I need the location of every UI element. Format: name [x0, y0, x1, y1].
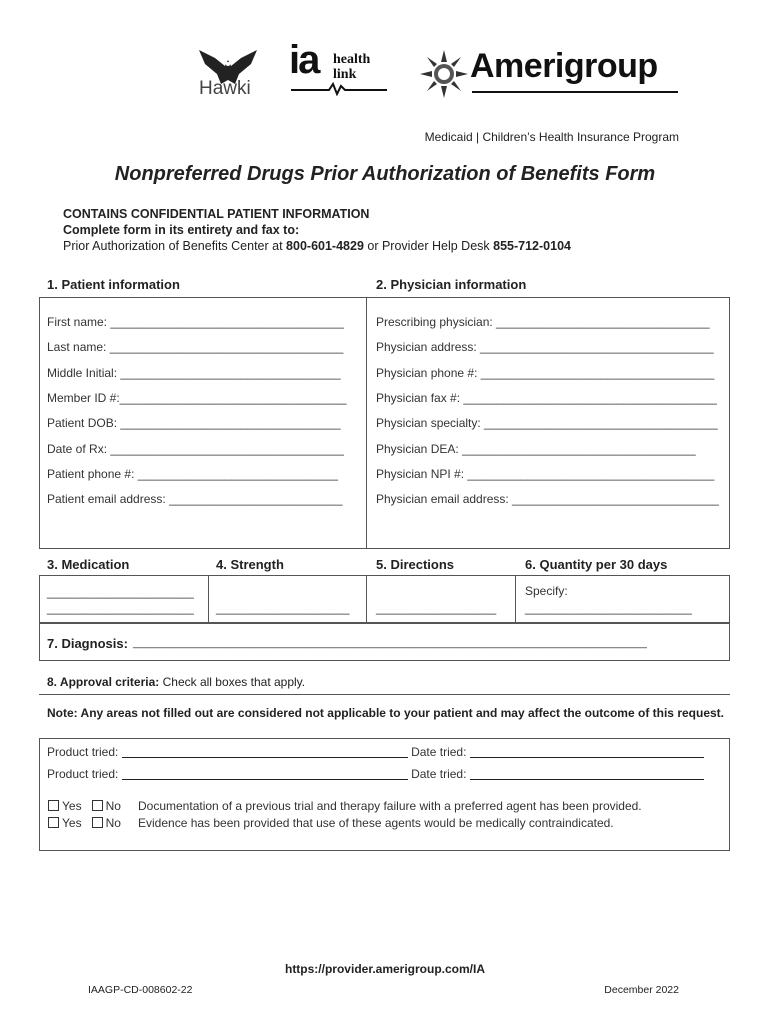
footer-code: IAAGP-CD-008602-22	[88, 984, 193, 996]
physician-field[interactable]: Physician DEA: ___________________________________	[376, 441, 696, 456]
footer-date: December 2022	[604, 984, 679, 996]
no-label: No	[105, 799, 121, 813]
section-medication-heading: 3. Medication	[47, 557, 130, 572]
check-item-2: Evidence has been provided that use of these agents would be medically contraindicated.	[138, 816, 614, 830]
date-tried-input[interactable]	[470, 768, 704, 780]
section-physician-heading: 2. Physician information	[376, 277, 527, 292]
physician-field[interactable]: Physician email address: _______________________________	[376, 492, 719, 507]
patient-field[interactable]: Date of Rx: ___________________________________	[47, 441, 344, 456]
med-divider-1	[208, 575, 209, 623]
date-tried-label: Date tried:	[411, 745, 467, 759]
specify-label: Specify:	[525, 584, 568, 598]
physician-field[interactable]: Physician fax #: ______________________________________	[376, 390, 717, 405]
note-text: Note: Any areas not filled out are considered not applicable to your patient and may affect the outcome of this request.	[47, 706, 724, 720]
program-subtitle: Medicaid | Children’s Health Insurance Program	[424, 130, 679, 144]
contact-text-a: Prior Authorization of Benefits Center at	[63, 239, 287, 253]
patient-field[interactable]: Patient email address: __________________________	[47, 492, 343, 507]
product-tried-row-1	[47, 745, 704, 759]
section-diagnosis-heading: 7. Diagnosis:	[47, 636, 128, 651]
product-tried-row-2	[47, 767, 704, 781]
strength-input[interactable]: ____________________	[216, 601, 350, 615]
form-title: Nonpreferred Drugs Prior Authorization of Benefits Form	[114, 163, 656, 185]
product-tried-input[interactable]	[122, 746, 408, 758]
physician-field[interactable]: Prescribing physician: ________________________________	[376, 315, 710, 329]
medication-input-2[interactable]: ______________________	[47, 601, 194, 615]
approval-instruction: Check all boxes that apply.	[159, 675, 306, 689]
product-tried-input[interactable]	[122, 768, 408, 780]
ia-wordmark: ia	[289, 38, 319, 82]
approval-heading	[47, 675, 305, 689]
hawki-wordmark: Hawki	[199, 78, 251, 99]
footer-url[interactable]: https://provider.amerigroup.com/IA	[284, 962, 486, 976]
patient-field[interactable]: Member ID #:__________________________________	[47, 390, 347, 405]
logo-bar	[0, 38, 770, 108]
contact-line	[63, 238, 571, 254]
section-patient-heading: 1. Patient information	[47, 277, 180, 292]
health-text: health	[333, 52, 371, 67]
diagnosis-input[interactable]: ____________________________________________________________________________________	[133, 637, 647, 649]
yes-checkbox[interactable]	[48, 800, 59, 811]
physician-field[interactable]: Physician specialty: ___________________________________	[376, 416, 718, 431]
health-link-wordmark	[333, 52, 370, 82]
yes-checkbox[interactable]	[48, 817, 59, 828]
physician-field[interactable]: Physician phone #: ___________________________________	[376, 365, 715, 380]
section-quantity-heading: 6. Quantity per 30 days	[525, 557, 668, 572]
intro-block	[63, 206, 571, 254]
approval-label: 8. Approval criteria:	[47, 675, 160, 689]
amerigroup-sunburst-icon	[418, 48, 470, 100]
contact-text-b: or Provider Help Desk	[363, 239, 494, 253]
link-text: link	[333, 67, 357, 82]
confidential-notice: CONTAINS CONFIDENTIAL PATIENT INFORMATION	[63, 207, 370, 221]
date-tried-label: Date tried:	[411, 767, 467, 781]
health-link-underline-icon	[289, 82, 389, 96]
yes-label: Yes	[62, 816, 82, 830]
approval-rule	[39, 694, 730, 695]
check-row-1	[48, 799, 121, 813]
product-tried-label: Product tried:	[47, 767, 119, 781]
section-strength-heading: 4. Strength	[216, 557, 284, 572]
no-checkbox[interactable]	[92, 817, 103, 828]
med-divider-2	[366, 575, 367, 623]
patient-field[interactable]: First name: ___________________________________	[47, 315, 344, 329]
medication-box	[39, 575, 730, 623]
check-item-1: Documentation of a previous trial and therapy failure with a preferred agent has been provided.	[138, 799, 642, 813]
patient-field[interactable]: Patient DOB: _________________________________	[47, 416, 341, 431]
product-tried-label: Product tried:	[47, 745, 119, 759]
info-divider	[366, 297, 367, 549]
section-directions-heading: 5. Directions	[376, 557, 455, 572]
fax-instruction: Complete form in its entirety and fax to:	[63, 223, 300, 237]
quantity-input[interactable]: _________________________	[525, 601, 692, 615]
med-divider-3	[515, 575, 516, 623]
amerigroup-underline	[472, 91, 678, 93]
no-checkbox[interactable]	[92, 800, 103, 811]
patient-field[interactable]: Last name: ___________________________________	[47, 340, 344, 355]
date-tried-input[interactable]	[470, 746, 704, 758]
physician-field[interactable]: Physician address: ___________________________________	[376, 340, 714, 355]
directions-input[interactable]: __________________	[376, 601, 497, 615]
no-label: No	[105, 816, 121, 830]
check-row-2	[48, 816, 121, 830]
amerigroup-wordmark: Amerigroup	[470, 47, 658, 85]
physician-field[interactable]: Physician NPI #: _____________________________________	[376, 466, 715, 481]
medication-input-1[interactable]: ______________________	[47, 585, 194, 599]
help-desk-phone: 855-712-0104	[493, 239, 571, 253]
yes-label: Yes	[62, 799, 82, 813]
pa-center-phone: 800-601-4829	[286, 239, 364, 253]
patient-field[interactable]: Patient phone #: ______________________________	[47, 466, 338, 481]
patient-field[interactable]: Middle Initial: _________________________________	[47, 365, 341, 380]
